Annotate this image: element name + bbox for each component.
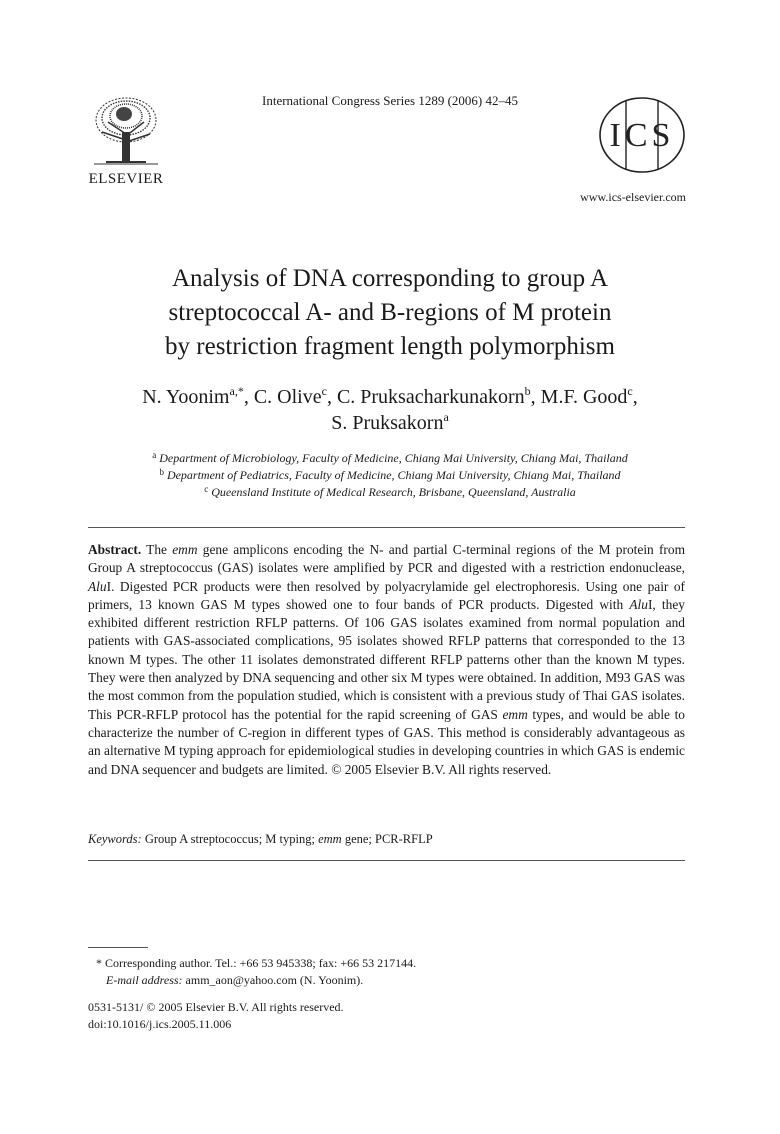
affiliation: $^b$ Department of Pediatrics, Faculty of Medicine, Chiang Mai University, Chiang Mai, Thailand bbox=[159, 467, 621, 482]
ics-url[interactable]: www.ics-elsevier.com bbox=[580, 190, 686, 204]
author-list: N. Yoonim$^{a,*}$, C. Olive$^c$, C. Pruksacharkunakorn$^b$, M.F. Good$^c$, S. Pruksakorn$^a$ bbox=[142, 384, 638, 434]
author-sup: c bbox=[321, 384, 327, 398]
keywords-label: Keywords: bbox=[88, 832, 142, 846]
author-sup: a,* bbox=[229, 384, 244, 398]
issn-line: 0531-5131/ © 2005 Elsevier B.V. All rights reserved. bbox=[88, 1000, 344, 1014]
title-line-1: Analysis of DNA corresponding to group A bbox=[171, 265, 609, 292]
author: N. Yoonim bbox=[142, 386, 230, 408]
affiliation: $^c$ Queensland Institute of Medical Research, Brisbane, Queensland, Australia bbox=[204, 484, 576, 499]
author-sup: b bbox=[524, 384, 531, 398]
author: C. Olive bbox=[253, 386, 322, 408]
ics-circle-icon bbox=[598, 96, 686, 174]
abstract: Abstract. The emm gene amplicons encoding the N- and partial C-terminal regions of the M protein from Group A streptococcus (GAS) isolates were amplified by PCR and digested with a restriction endonuclease, AluI. Digested PCR products were then resolved by polyacrylamide gel electrophoresis. Using one pair of primers, 13 known GAS M types showed one to four bands of PCR products. Digested with AluI, they exhibited different restriction RFLP patterns. Of 106 GAS isolates examined from normal population and patients with GAS-associated complications, 95 isolates showed RFLP patterns that corresponded to the 13 known M types. The other 11 isolates demonstrated different RFLP patterns other than the known M types. They were then analyzed by DNA sequencing and other six M types were obtained. In addition, M93 GAS was the most common from the population studied, which is consistent with a previous study of Thai GAS isolates. This PCR-RFLP protocol has the potential for the rapid screening of GAS emm types, and would be able to characterize the number of C-region in different types of GAS. This method is considerably advantageous as an alternative M typing approach for epidemiological studies in developing countries in which GAS is endemic and DNA sequencer and budgets are limited. © 2005 Elsevier B.V. All rights reserved. bbox=[88, 542, 685, 777]
abstract-label: Abstract. bbox=[88, 542, 142, 557]
ics-logo bbox=[598, 96, 686, 174]
author: M.F. Good bbox=[540, 386, 628, 408]
title-line-3: by restriction fragment length polymorphism bbox=[165, 333, 615, 360]
ics-logo-text: ICS bbox=[609, 117, 675, 154]
title-line-2: streptococcal A- and B-regions of M protein bbox=[168, 299, 612, 326]
author: S. Pruksakorn bbox=[331, 412, 444, 434]
footnote-rule bbox=[88, 947, 148, 948]
author: C. Pruksacharkunakorn bbox=[336, 386, 525, 408]
divider-top bbox=[88, 527, 685, 528]
footnote bbox=[88, 955, 685, 989]
author-sup: c bbox=[627, 384, 633, 398]
affiliation: $^a$ Department of Microbiology, Faculty of Medicine, Chiang Mai University, Chiang Mai, Thailand bbox=[152, 450, 628, 465]
keywords: Keywords: Group A streptococcus; M typing; emm gene; PCR-RFLP bbox=[88, 832, 433, 846]
email-address[interactable]: amm_aon@yahoo.com (N. Yoonim). bbox=[182, 973, 364, 987]
divider-bottom bbox=[88, 860, 685, 861]
email-line: E-mail address: amm_aon@yahoo.com (N. Yoonim). bbox=[106, 973, 364, 987]
corresponding-author: * Corresponding author. Tel.: +66 53 945338; fax: +66 53 217144. bbox=[96, 956, 417, 970]
publisher-name: ELSEVIER bbox=[88, 171, 164, 187]
publication-info bbox=[88, 999, 685, 1033]
affiliations bbox=[60, 450, 720, 501]
article-title bbox=[60, 262, 720, 364]
doi-line[interactable]: doi:10.1016/j.ics.2005.11.006 bbox=[88, 1017, 232, 1031]
author-sup: a bbox=[443, 410, 449, 424]
journal-citation: International Congress Series 1289 (2006) 42–45 bbox=[262, 93, 518, 108]
